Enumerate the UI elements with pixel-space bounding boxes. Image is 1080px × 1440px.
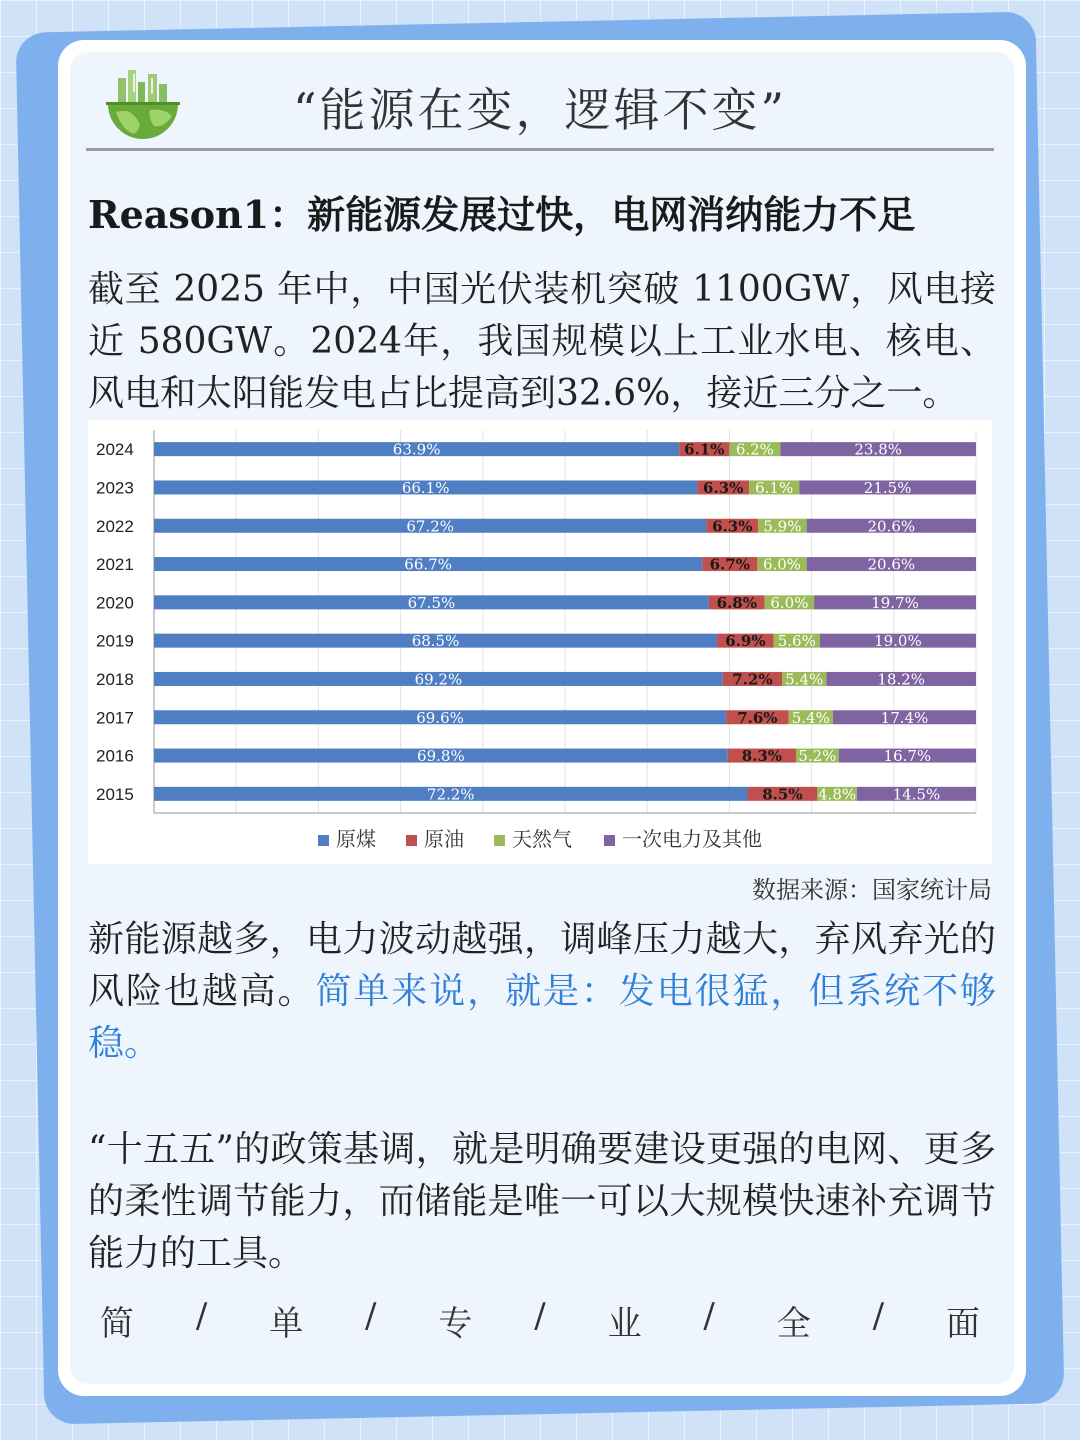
- data-label: 67.2%: [406, 517, 455, 536]
- legend-label: 一次电力及其他: [622, 827, 762, 851]
- data-label: 6.1%: [684, 440, 725, 459]
- data-label: 69.2%: [414, 670, 463, 689]
- legend-label: 天然气: [512, 827, 572, 851]
- y-tick-label: 2020: [96, 593, 134, 613]
- data-label: 67.5%: [407, 593, 456, 612]
- data-label: 19.7%: [871, 593, 919, 612]
- legend-label: 原油: [424, 827, 464, 851]
- footer-char: 单: [269, 1304, 304, 1344]
- data-label: 72.2%: [426, 785, 475, 804]
- legend-swatch: [318, 835, 329, 846]
- data-label: 23.8%: [854, 440, 903, 459]
- reason-heading: Reason1：新能源发展过快，电网消纳能力不足: [88, 192, 916, 237]
- y-tick-label: 2016: [96, 746, 134, 766]
- data-label: 6.3%: [712, 517, 753, 536]
- data-label: 66.1%: [401, 478, 450, 497]
- data-label: 5.9%: [763, 517, 802, 536]
- legend-swatch: [494, 835, 505, 846]
- data-label: 8.5%: [762, 785, 803, 804]
- policy-paragraph: “十五五”的政策基调，就是明确要建设更强的电网、更多的柔性调节能力，而储能是唯一可以大规模快速补充调节能力的工具。: [88, 1129, 996, 1274]
- data-label: 68.5%: [411, 632, 460, 651]
- data-label: 4.8%: [818, 785, 857, 804]
- page-title: “能源在变，逻辑不变”: [292, 83, 788, 137]
- data-label: 6.9%: [725, 632, 766, 651]
- data-label: 5.4%: [785, 670, 824, 689]
- data-label: 6.3%: [703, 478, 744, 497]
- y-tick-label: 2024: [96, 440, 134, 460]
- data-label: 6.8%: [716, 593, 757, 612]
- data-label: 17.4%: [880, 708, 929, 727]
- title-divider: [86, 148, 994, 151]
- footer-char: 专: [438, 1304, 473, 1344]
- data-label: 5.2%: [798, 747, 837, 766]
- y-tick-label: 2018: [96, 669, 134, 689]
- data-label: 69.8%: [417, 747, 465, 766]
- footer-char: 全: [776, 1304, 811, 1344]
- footer-char: 业: [607, 1304, 642, 1344]
- footer-char: 面: [945, 1304, 980, 1344]
- footer-tagline: [100, 1296, 980, 1345]
- data-label: 7.6%: [737, 708, 778, 727]
- legend-swatch: [604, 835, 615, 846]
- data-label: 69.6%: [416, 708, 464, 727]
- data-label: 6.0%: [762, 555, 802, 574]
- data-label: 5.6%: [777, 632, 816, 651]
- data-label: 20.6%: [867, 517, 916, 536]
- y-tick-label: 2017: [96, 708, 134, 728]
- data-source-note: 数据来源：国家统计局: [752, 876, 992, 904]
- energy-mix-chart-svg: [88, 420, 992, 864]
- data-label: 63.9%: [392, 440, 441, 459]
- data-label: 6.0%: [770, 593, 809, 612]
- data-label: 19.0%: [874, 632, 922, 651]
- y-tick-label: 2023: [96, 478, 134, 498]
- y-tick-label: 2019: [96, 631, 134, 651]
- intro-paragraph: 截至 2025 年中，中国光伏装机突破 1100GW，风电接近 580GW。2024年，我国规模以上工业水电、核电、风电和太阳能发电占比提高到32.6%，接近三分之一。: [88, 269, 996, 414]
- analysis-text: 新能源越多，电力波动越强，调峰压力越大，弃风弃光的风险也越高。: [88, 919, 996, 1012]
- data-label: 18.2%: [877, 670, 926, 689]
- y-tick-label: 2022: [96, 516, 134, 536]
- legend-swatch: [406, 835, 417, 846]
- y-tick-label: 2015: [96, 784, 134, 804]
- footer-separator: /: [872, 1296, 885, 1336]
- footer-separator: /: [365, 1296, 377, 1336]
- data-label: 8.3%: [741, 747, 783, 766]
- data-label: 6.1%: [755, 478, 794, 497]
- y-tick-label: 2021: [96, 555, 134, 575]
- footer-separator: /: [703, 1296, 715, 1336]
- data-label: 5.4%: [791, 708, 830, 727]
- analysis-paragraph: [88, 914, 996, 1070]
- data-label: 6.7%: [709, 555, 750, 574]
- analysis-highlight: 简单来说，就是：发电很猛，但系统不够稳。: [88, 971, 996, 1064]
- data-label: 14.5%: [892, 785, 941, 804]
- footer-separator: /: [195, 1296, 208, 1336]
- footer-separator: /: [534, 1296, 546, 1336]
- data-label: 16.7%: [883, 747, 932, 766]
- data-label: 7.2%: [732, 670, 773, 689]
- data-label: 6.2%: [735, 440, 774, 459]
- footer-char: 简: [100, 1304, 134, 1344]
- data-label: 21.5%: [863, 478, 912, 497]
- energy-mix-chart: [88, 420, 992, 864]
- data-label: 20.6%: [867, 555, 916, 574]
- legend-label: 原煤: [336, 827, 376, 851]
- data-label: 66.7%: [404, 555, 452, 574]
